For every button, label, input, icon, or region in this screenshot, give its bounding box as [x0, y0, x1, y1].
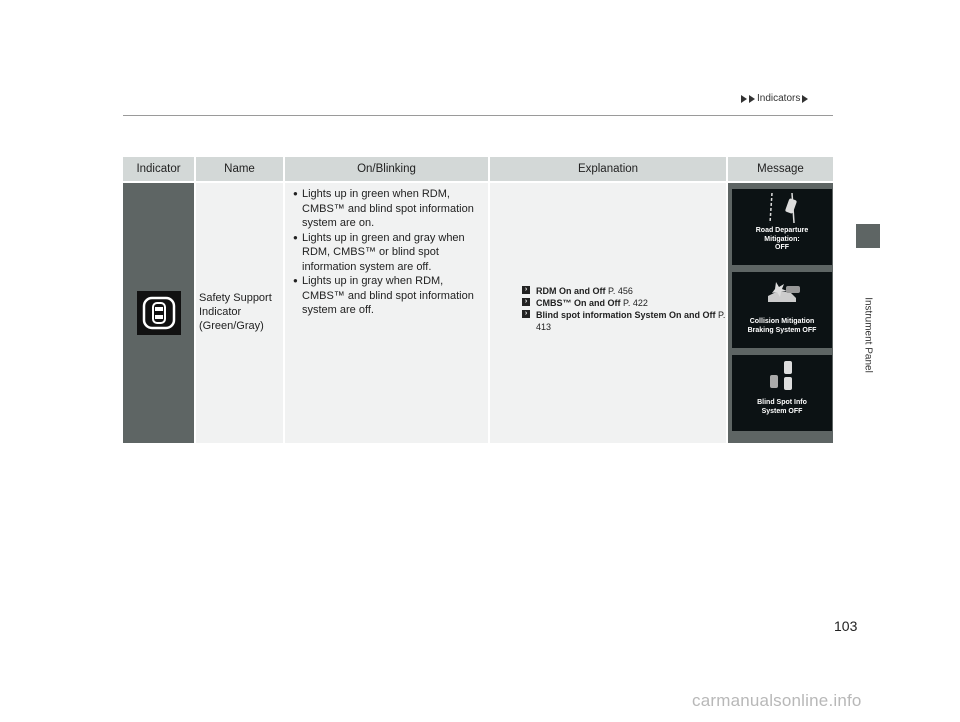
indicator-name: (Green/Gray) [199, 320, 264, 332]
indicator-name: Safety Support [199, 292, 272, 304]
blind-spot-icon [732, 355, 832, 397]
col-indicator: Indicator [123, 157, 196, 181]
watermark: carmanualsonline.info [692, 691, 862, 710]
indicator-cell [123, 183, 196, 443]
collision-mitigation-icon [732, 272, 832, 316]
name-cell [196, 183, 285, 443]
reference-link[interactable]: › CMBS™ On and Off P. 422 [522, 297, 726, 309]
header-rule [123, 115, 833, 116]
explanation-cell [490, 183, 728, 443]
indicator-name: Indicator [199, 306, 242, 318]
reference-arrow-icon: › [522, 298, 530, 306]
col-on-blinking: On/Blinking [285, 157, 490, 181]
table-row [123, 183, 833, 443]
message-cell [728, 183, 833, 443]
list-item: ● Lights up in green when RDM, CMBS™ and blind spot information system are on. [293, 187, 482, 231]
message-blind-spot: Blind Spot Info System OFF [732, 355, 832, 431]
breadcrumb [741, 93, 808, 104]
breadcrumb-label: Indicators [757, 93, 801, 104]
section-tab [856, 224, 880, 248]
list-item: ● Lights up in gray when RDM, CMBS™ and blind spot information system are off. [293, 274, 482, 318]
reference-link[interactable]: › RDM On and Off P. 456 [522, 285, 726, 297]
section-label: Instrument Panel [862, 297, 874, 373]
reference-link[interactable]: › Blind spot information System On and Off P. 413 [522, 309, 726, 333]
col-message: Message [757, 163, 804, 175]
breadcrumb-arrow-icon [802, 95, 808, 103]
col-explanation: Explanation [490, 157, 728, 181]
table-header [123, 157, 833, 181]
message-road-departure: Road Departure Mitigation: OFF [732, 189, 832, 265]
breadcrumb-arrow-icon [749, 95, 755, 103]
reference-arrow-icon: › [522, 310, 530, 318]
page-number: 103 [834, 618, 858, 634]
list-item: ● Lights up in green and gray when RDM, CMBS™ or blind spot information system are off. [293, 231, 482, 275]
breadcrumb-arrow-icon [741, 95, 747, 103]
col-name: Name [196, 157, 285, 181]
on-blinking-cell [285, 183, 490, 443]
reference-arrow-icon: › [522, 286, 530, 294]
road-departure-icon [732, 189, 832, 229]
safety-support-icon [137, 291, 181, 335]
message-collision-mitigation: Collision Mitigation Braking System OFF [732, 272, 832, 348]
